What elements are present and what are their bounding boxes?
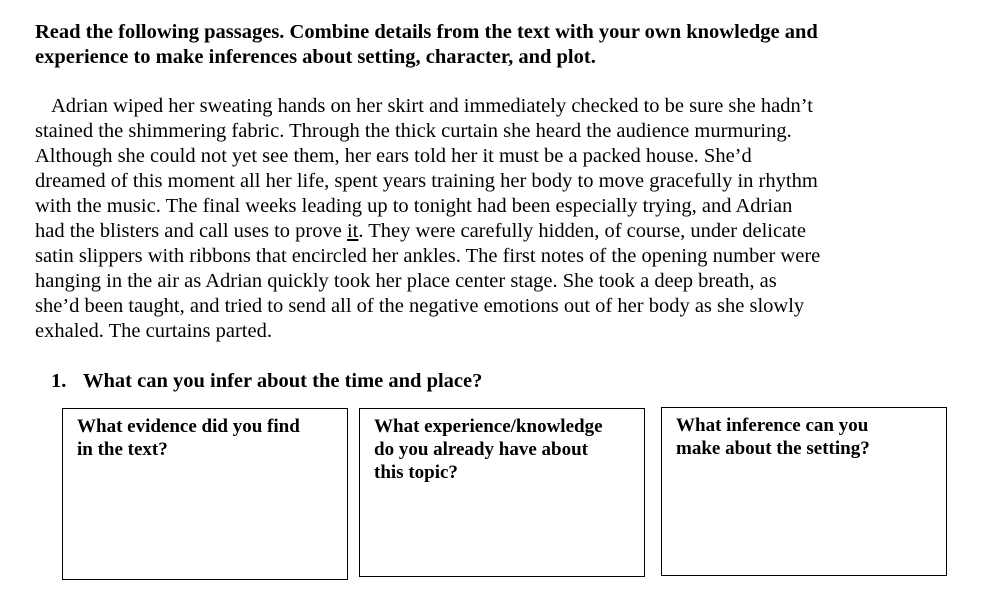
evidence-box-label: in the text? <box>77 439 168 460</box>
passage-line: dreamed of this moment all her life, spent years training her body to move gracefully in rhythm <box>35 170 818 192</box>
instructions <box>35 20 935 70</box>
instructions-line: Read the following passages. Combine details from the text with your own knowledge and <box>35 21 818 43</box>
passage-line: with the music. The final weeks leading up to tonight had been especially trying, and Adrian <box>35 195 793 217</box>
question-number: 1. <box>51 370 67 392</box>
passage-text: . They were carefully hidden, of course, under delicate <box>358 220 806 242</box>
evidence-box[interactable] <box>62 408 348 580</box>
passage-line: Adrian wiped her sweating hands on her skirt and immediately checked to be sure she hadn’t <box>51 95 813 117</box>
inference-box[interactable] <box>661 407 947 576</box>
knowledge-box-label: do you already have about <box>374 439 588 460</box>
passage-text: had the blisters and call uses to prove <box>35 220 347 242</box>
question-1 <box>51 369 482 394</box>
knowledge-box-label: What experience/knowledge <box>374 416 603 437</box>
inference-box-label: make about the setting? <box>676 438 870 459</box>
passage-line: she’d been taught, and tried to send all of the negative emotions out of her body as she slowly <box>35 295 805 317</box>
knowledge-box[interactable] <box>359 408 645 577</box>
underlined-word: it <box>346 220 359 242</box>
evidence-box-label: What evidence did you find <box>77 416 300 437</box>
passage-line <box>35 219 935 244</box>
passage-line: hanging in the air as Adrian quickly took her place center stage. She took a deep breath, as <box>35 270 777 292</box>
inference-box-label: What inference can you <box>676 415 869 436</box>
reading-passage <box>35 94 935 344</box>
passage-line: satin slippers with ribbons that encircled her ankles. The first notes of the opening number were <box>35 245 821 267</box>
passage-line: stained the shimmering fabric. Through the thick curtain she heard the audience murmuring. <box>35 120 792 142</box>
instructions-line: experience to make inferences about setting, character, and plot. <box>35 46 596 68</box>
passage-line: exhaled. The curtains parted. <box>35 320 272 342</box>
knowledge-box-label: this topic? <box>374 462 458 483</box>
passage-line: Although she could not yet see them, her ears told her it must be a packed house. She’d <box>35 145 752 167</box>
question-text: What can you infer about the time and place? <box>83 370 483 392</box>
